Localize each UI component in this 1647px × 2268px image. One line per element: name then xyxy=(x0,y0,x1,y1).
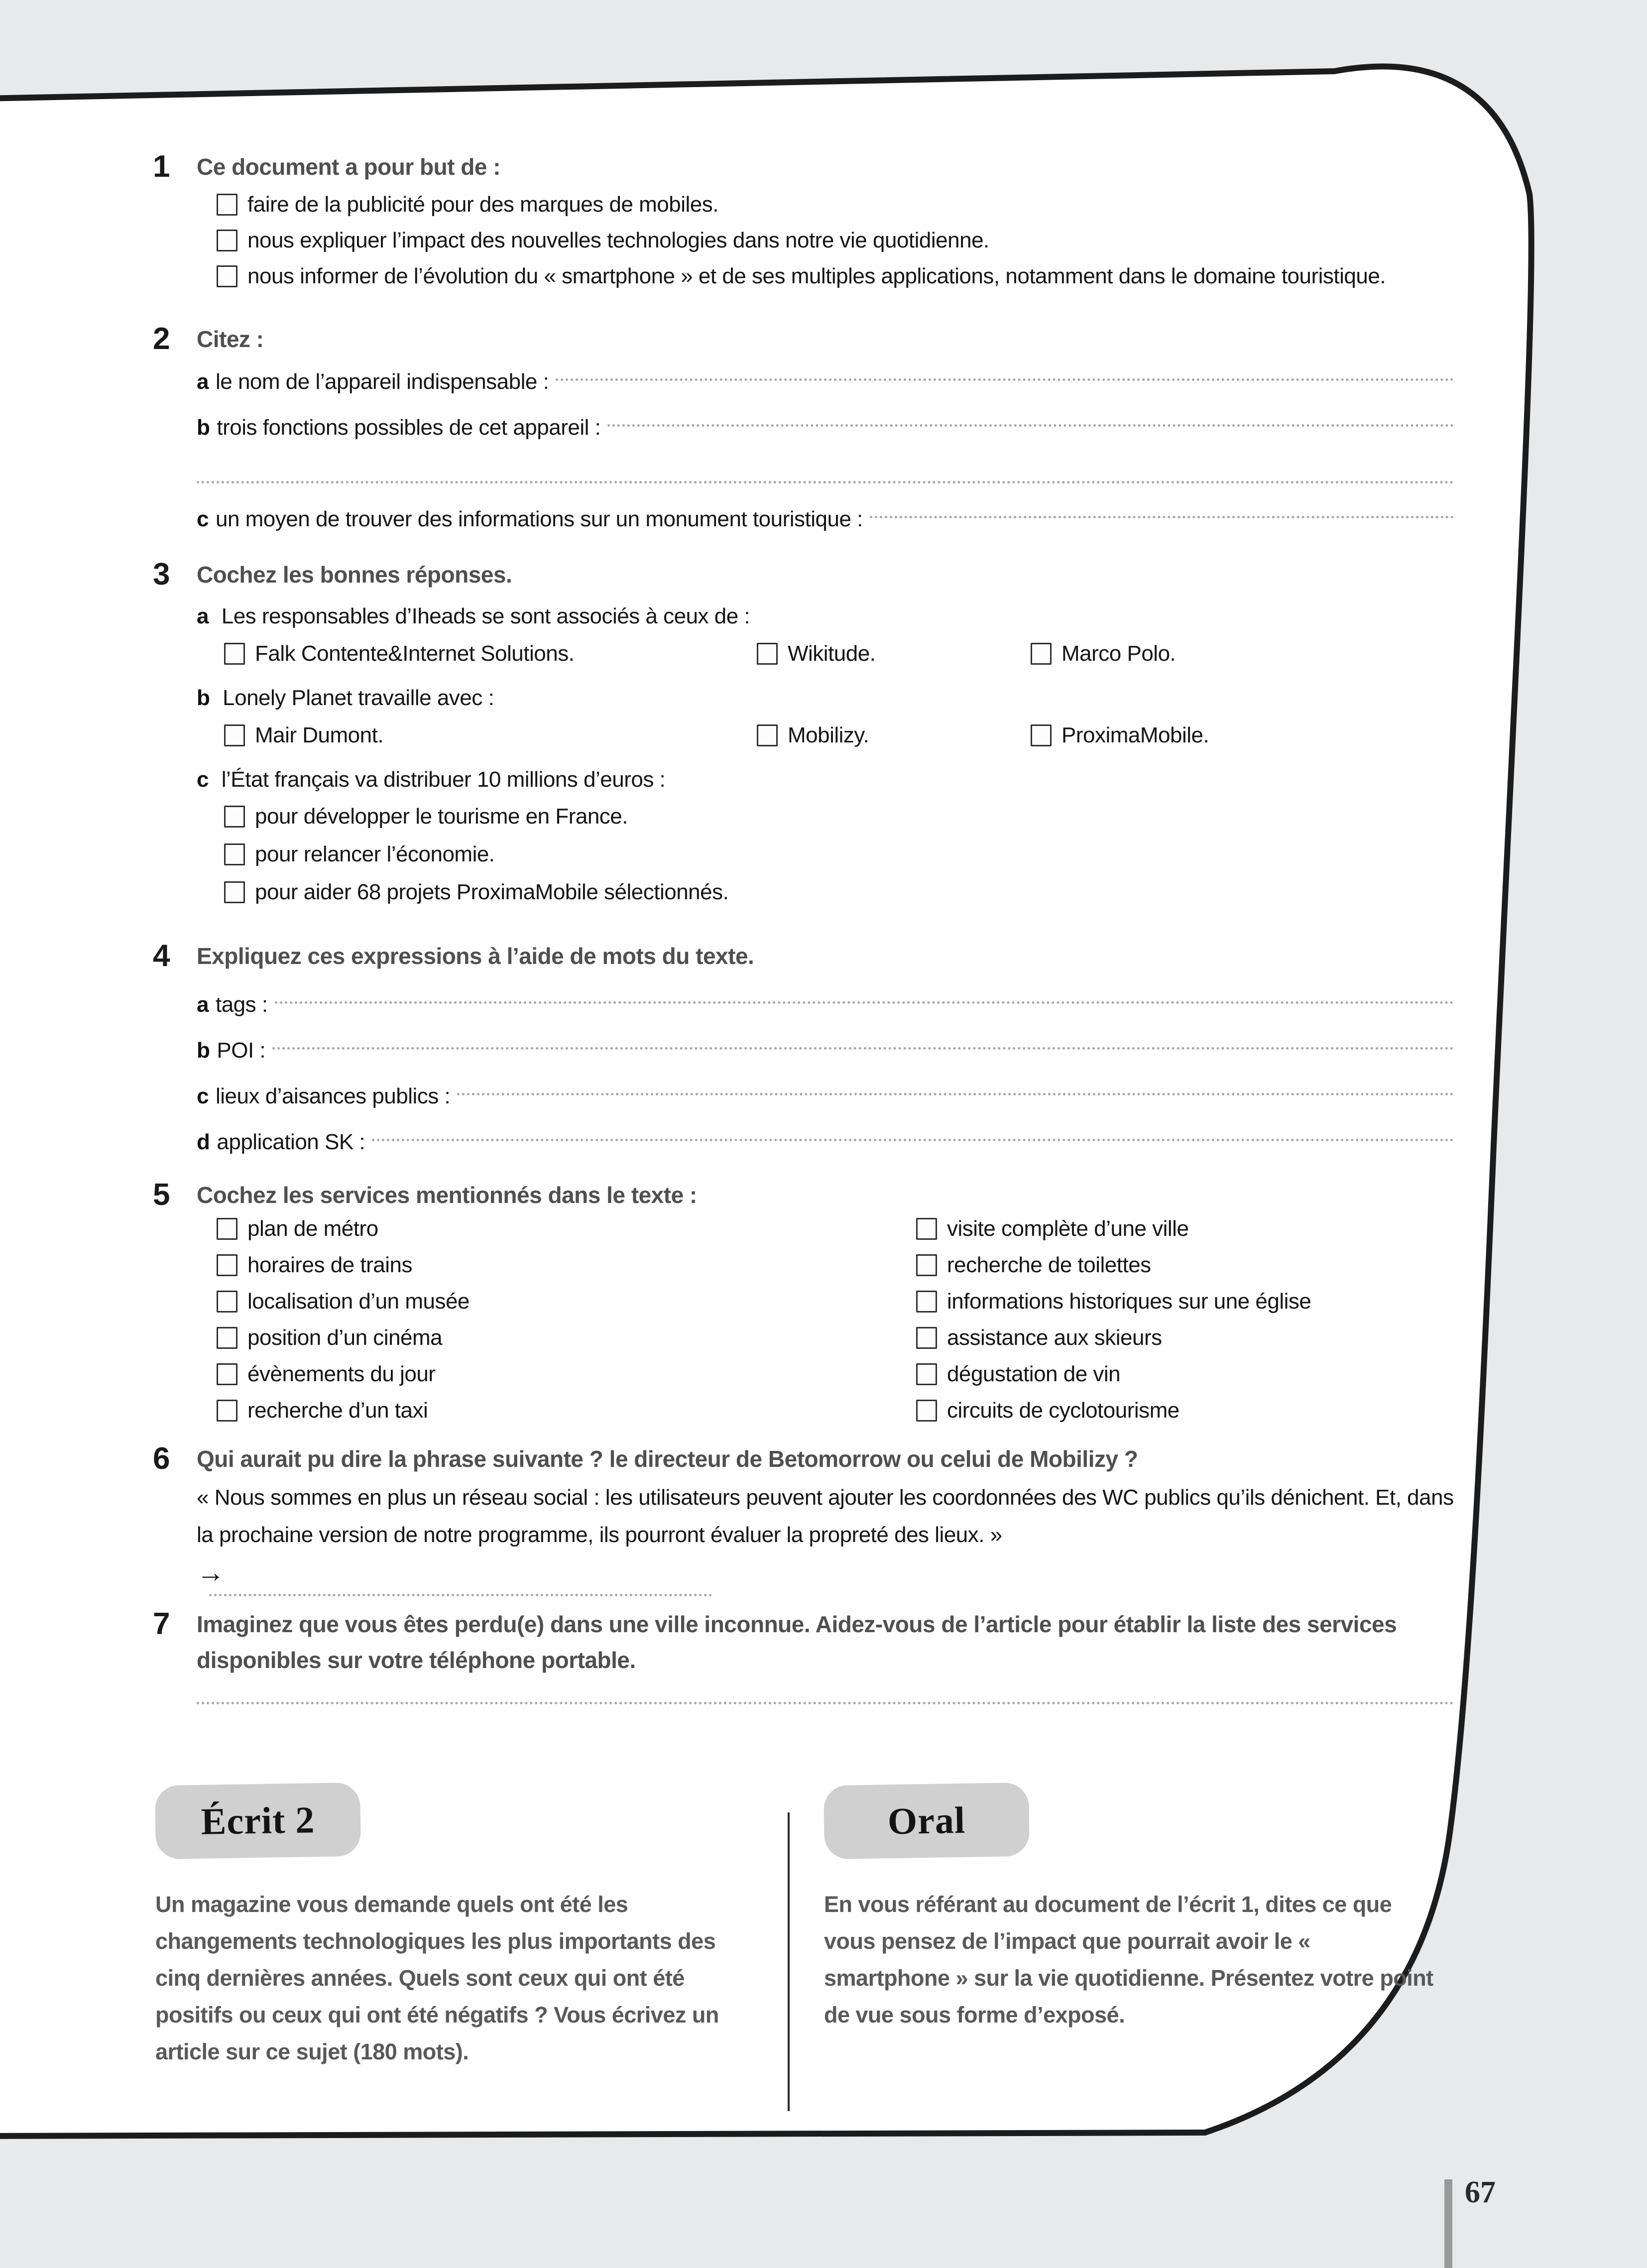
checkbox-option xyxy=(224,636,757,672)
checkbox-option xyxy=(224,717,757,753)
checkbox[interactable] xyxy=(1031,643,1052,665)
answer-line xyxy=(556,378,1454,381)
oral-task-text: En vous référant au document de l’écrit 1, dites ce que vous pensez de l’impact que pourrait avoir le « smartphone » sur la vie quotidienne. Présentez votre point de vue sous forme d’exposé. xyxy=(824,1892,1433,2028)
option-label: Mair Dumont. xyxy=(255,723,384,747)
column-divider xyxy=(788,1812,790,2111)
checkbox-option xyxy=(224,836,1454,873)
item-letter: b xyxy=(197,1038,210,1063)
option-label: visite complète d’une ville xyxy=(947,1216,1189,1241)
item-label: Lonely Planet travaille avec : xyxy=(223,686,494,710)
item-label: lieux d’aisances publics : xyxy=(215,1084,451,1108)
option-label: dégustation de vin xyxy=(947,1362,1121,1386)
checkbox[interactable] xyxy=(916,1327,937,1349)
checkbox[interactable] xyxy=(217,1218,237,1240)
checkbox-option xyxy=(224,873,1454,911)
answer-row xyxy=(197,1028,1454,1074)
checkbox-option xyxy=(916,1218,1454,1240)
checkbox-option xyxy=(757,717,1031,753)
checkbox-option xyxy=(1031,636,1454,672)
question-2 xyxy=(153,319,1454,542)
checkbox-option xyxy=(217,1400,916,1422)
option-label: Mobilizy. xyxy=(788,723,869,747)
checkbox[interactable] xyxy=(224,843,245,865)
answer-line-full xyxy=(197,1702,1454,1704)
checkbox[interactable] xyxy=(916,1363,937,1385)
quoted-sentence: « Nous sommes en plus un réseau social : les utilisateurs peuvent ajouter les coordonnées des WC publics qu’ils dénichent. Et, dans la prochaine version de notre programme, ils pourront évaluer la propreté des lieux. » xyxy=(197,1485,1454,1547)
answer-row xyxy=(197,1119,1454,1165)
ecrit2-badge-label: Écrit 2 xyxy=(201,1798,315,1843)
pagenum-bar xyxy=(1444,2179,1452,2268)
checkbox-row xyxy=(224,716,1454,755)
checkbox-option xyxy=(916,1254,1454,1276)
answer-line xyxy=(870,516,1454,518)
services-checkbox-grid xyxy=(217,1218,1454,1422)
checkbox-option xyxy=(217,187,1454,223)
question-3-heading xyxy=(153,555,1454,595)
checkbox[interactable] xyxy=(217,194,237,216)
option-label: assistance aux skieurs xyxy=(947,1325,1162,1350)
item-letter: d xyxy=(197,1130,210,1154)
checkbox[interactable] xyxy=(757,643,778,665)
item-letter: a xyxy=(197,604,209,628)
question-title: Cochez les bonnes réponses. xyxy=(197,562,512,588)
option-label: évènements du jour xyxy=(247,1362,436,1386)
item-label: le nom de l’appareil indispensable : xyxy=(215,369,549,394)
checkbox[interactable] xyxy=(217,1327,237,1349)
checkbox-option xyxy=(217,223,1454,258)
question-number: 6 xyxy=(153,1441,170,1476)
option-label: recherche de toilettes xyxy=(947,1253,1151,1277)
answer-row xyxy=(197,359,1454,405)
answer-row xyxy=(197,1074,1454,1119)
subquestion-b xyxy=(197,680,1454,716)
answer-line xyxy=(457,1093,1454,1095)
option-label: informations historiques sur une église xyxy=(947,1289,1311,1313)
option-label: localisation d’un musée xyxy=(247,1289,470,1313)
item-label: Les responsables d’Iheads se sont associés à ceux de : xyxy=(221,604,750,628)
checkbox[interactable] xyxy=(1031,724,1052,746)
ecrit2-badge xyxy=(155,1783,361,1859)
question-number: 7 xyxy=(153,1607,170,1641)
checkbox[interactable] xyxy=(224,806,245,828)
answer-row xyxy=(197,405,1454,451)
checkbox[interactable] xyxy=(916,1291,937,1313)
checkbox-option xyxy=(217,1291,916,1313)
question-title: Ce document a pour but de : xyxy=(197,154,501,180)
question-6 xyxy=(153,1439,1454,1596)
answer-row xyxy=(197,496,1454,542)
question-4-heading xyxy=(153,936,1454,976)
checkbox-option xyxy=(217,1218,916,1240)
option-label: recherche d’un taxi xyxy=(247,1398,428,1423)
arrow-icon: → xyxy=(197,1556,225,1588)
checkbox[interactable] xyxy=(916,1400,937,1422)
item-label: un moyen de trouver des informations sur un monument touristique : xyxy=(215,507,863,531)
checkbox-option xyxy=(916,1291,1454,1313)
item-label: l’État français va distribuer 10 millions d’euros : xyxy=(221,767,666,792)
checkbox[interactable] xyxy=(224,724,245,746)
checkbox-option xyxy=(217,1363,916,1385)
question-number: 1 xyxy=(153,149,170,184)
item-letter: a xyxy=(197,992,209,1017)
question-title: Citez : xyxy=(197,326,264,352)
page-number: 67 xyxy=(1465,2175,1496,2209)
checkbox-option xyxy=(217,258,1454,294)
option-label: Wikitude. xyxy=(788,641,876,666)
question-title: Imaginez que vous êtes perdu(e) dans une ville inconnue. Aidez-vous de l’article pour établir la liste des services disponibles sur votre téléphone portable. xyxy=(197,1611,1397,1673)
item-letter: a xyxy=(197,369,209,394)
checkbox-option xyxy=(916,1363,1454,1385)
question-number: 2 xyxy=(153,322,170,356)
option-label: Falk Contente&Internet Solutions. xyxy=(255,641,575,666)
subquestion-c xyxy=(197,762,1454,798)
option-label: ProximaMobile. xyxy=(1061,723,1209,747)
option-label: pour développer le tourisme en France. xyxy=(255,804,628,829)
answer-row xyxy=(197,982,1454,1028)
checkbox[interactable] xyxy=(916,1254,937,1276)
question-3 xyxy=(153,555,1454,911)
question-number: 4 xyxy=(153,939,170,973)
answer-line xyxy=(275,1001,1454,1004)
question-number: 5 xyxy=(153,1178,170,1212)
checkbox[interactable] xyxy=(217,1363,237,1385)
item-label: tags : xyxy=(215,992,268,1017)
checkbox-option xyxy=(224,798,1454,836)
option-label: circuits de cyclotourisme xyxy=(947,1398,1179,1423)
checkbox[interactable] xyxy=(224,881,245,903)
checkbox[interactable] xyxy=(916,1218,937,1240)
subquestion-a xyxy=(197,598,1454,634)
question-5 xyxy=(153,1175,1454,1423)
question-5-heading xyxy=(153,1175,1454,1215)
checkbox-option xyxy=(217,1327,916,1349)
option-label: pour relancer l’économie. xyxy=(255,842,495,866)
question-number: 3 xyxy=(153,557,170,592)
question-4 xyxy=(153,936,1454,1165)
checkbox-option xyxy=(757,636,1031,672)
answer-line xyxy=(272,1047,1454,1050)
question-7 xyxy=(153,1606,1454,1704)
checkbox-row xyxy=(224,634,1454,673)
item-letter: c xyxy=(197,767,209,792)
item-letter: c xyxy=(197,507,209,531)
question-title: Expliquez ces expressions à l’aide de mots du texte. xyxy=(197,943,754,969)
answer-line xyxy=(372,1139,1454,1141)
option-label: nous informer de l’évolution du « smartphone » et de ses multiples applications, notamment dans le domaine touristique. xyxy=(247,264,1386,288)
question-6-heading xyxy=(153,1439,1454,1479)
option-label: plan de métro xyxy=(247,1216,378,1241)
answer-line xyxy=(607,424,1454,427)
option-label: Marco Polo. xyxy=(1061,641,1176,666)
question-1 xyxy=(153,147,1454,294)
option-label: faire de la publicité pour des marques de mobiles. xyxy=(247,192,718,217)
checkbox[interactable] xyxy=(217,1291,237,1313)
item-letter: c xyxy=(197,1084,209,1108)
worksheet-content xyxy=(153,147,1454,1704)
checkbox[interactable] xyxy=(757,724,778,746)
checkbox[interactable] xyxy=(217,265,237,287)
ecrit2-task-text: Un magazine vous demande quels ont été les changements technologiques les plus importants des cinq dernières années. Quels sont ceux qui ont été positifs ou ceux qui ont été négatifs ? Vous écrivez un article sur ce sujet (180 mots). xyxy=(155,1892,719,2064)
checkbox[interactable] xyxy=(217,1400,237,1422)
item-label: application SK : xyxy=(217,1130,365,1154)
question-1-heading xyxy=(153,147,1454,187)
option-label: pour aider 68 projets ProximaMobile sélectionnés. xyxy=(255,880,729,904)
checkbox-option xyxy=(916,1327,1454,1349)
item-label: trois fonctions possibles de cet appareil : xyxy=(217,415,601,440)
question-title: Cochez les services mentionnés dans le texte : xyxy=(197,1182,697,1208)
oral-badge xyxy=(824,1783,1030,1859)
checkbox-option xyxy=(217,1254,916,1276)
answer-line-full xyxy=(197,481,1454,483)
checkbox[interactable] xyxy=(224,643,245,665)
checkbox[interactable] xyxy=(217,230,237,251)
question-2-heading xyxy=(153,319,1454,359)
item-letter: b xyxy=(197,415,210,440)
oral-badge-label: Oral xyxy=(887,1799,966,1842)
checkbox-list xyxy=(197,798,1454,911)
question-title: Qui aurait pu dire la phrase suivante ? le directeur de Betomorrow ou celui de Mobilizy ? xyxy=(197,1446,1138,1472)
item-letter: b xyxy=(197,686,210,710)
answer-line-short xyxy=(209,1594,712,1596)
option-label: position d’un cinéma xyxy=(247,1325,443,1350)
item-label: POI : xyxy=(217,1038,266,1063)
option-label: nous expliquer l’impact des nouvelles technologies dans notre vie quotidienne. xyxy=(247,228,989,252)
checkbox-option xyxy=(916,1400,1454,1422)
option-label: horaires de trains xyxy=(247,1253,412,1277)
checkbox[interactable] xyxy=(217,1254,237,1276)
checkbox-option xyxy=(1031,717,1454,753)
